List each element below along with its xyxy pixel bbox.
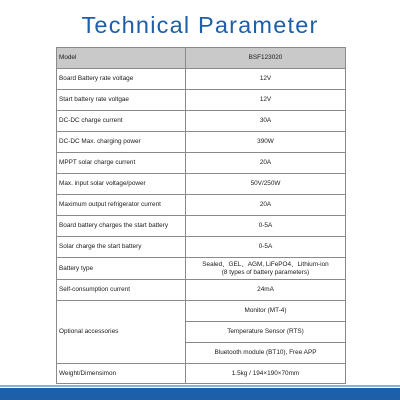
- bottom-band: [0, 388, 400, 400]
- row-value: 50V/250W: [186, 174, 346, 195]
- row-label: MPPT solar charge current: [57, 153, 186, 174]
- table-row: [57, 90, 346, 111]
- accessories-label: Optional accessories: [57, 301, 186, 364]
- row-value: 12V: [186, 69, 346, 90]
- accessory-item: Temperature Sensor (RTS): [186, 322, 346, 343]
- table-row: [57, 364, 346, 384]
- row-value: BSF123020: [186, 48, 346, 69]
- row-label: Model: [57, 48, 186, 69]
- table-row: [57, 195, 346, 216]
- row-label: Start battery rate voltgae: [57, 90, 186, 111]
- row-value: 20A: [186, 153, 346, 174]
- row-label: Max. input solar voltage/power: [57, 174, 186, 195]
- table-row: [57, 111, 346, 132]
- row-label: Board Battery rate voltage: [57, 69, 186, 90]
- table-row: [57, 174, 346, 195]
- table-row: [57, 301, 346, 322]
- table-row: [57, 69, 346, 90]
- table-row: [57, 237, 346, 258]
- row-value: 1.5kg / 194×190×70mm: [186, 364, 346, 384]
- row-label: Maximum output refrigerator current: [57, 195, 186, 216]
- row-value: 24mA: [186, 280, 346, 301]
- accessory-item: Monitor (MT-4): [186, 301, 346, 322]
- battery-types-line: Sealed、GEL、AGM, LiFePO4、Lithium-ion: [202, 261, 329, 269]
- row-value: 390W: [186, 132, 346, 153]
- row-value: 20A: [186, 195, 346, 216]
- row-value: 30A: [186, 111, 346, 132]
- spec-table: [56, 47, 346, 384]
- row-label: Battery type: [57, 258, 186, 280]
- row-value: 0-5A: [186, 216, 346, 237]
- battery-types-note: (8 types of battery parameters): [221, 268, 310, 276]
- table-row: [57, 132, 346, 153]
- table-row: [57, 153, 346, 174]
- row-label: Self-consumption current: [57, 280, 186, 301]
- row-value-multiline: [186, 258, 346, 280]
- page-title: Technical Parameter: [81, 12, 319, 38]
- row-label: Board battery charges the start battery: [57, 216, 186, 237]
- table-row: [57, 48, 346, 69]
- row-value: 12V: [186, 90, 346, 111]
- accessory-item: Bluetooth module (BT10), Free APP: [186, 343, 346, 364]
- row-label: DC-DC charge current: [57, 111, 186, 132]
- table-row: [57, 216, 346, 237]
- row-value: 0-5A: [186, 237, 346, 258]
- row-label: DC-DC Max. charging power: [57, 132, 186, 153]
- table-row: [57, 258, 346, 280]
- row-label: Weight/Dimensimon: [57, 364, 186, 384]
- row-label: Solar charge the start battery: [57, 237, 186, 258]
- table-row: [57, 280, 346, 301]
